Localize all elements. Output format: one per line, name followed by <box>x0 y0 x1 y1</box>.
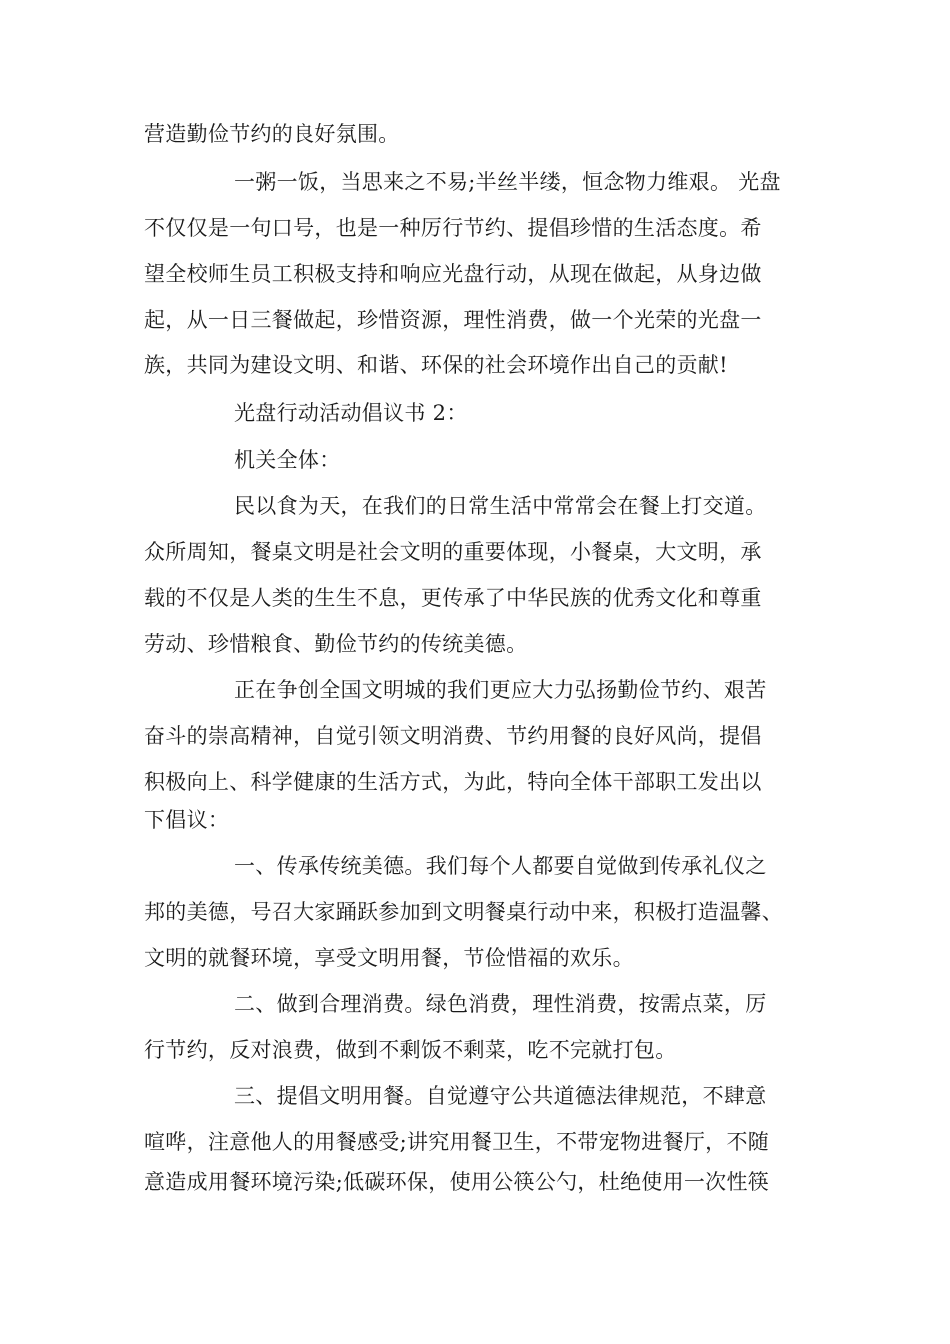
text-line: 喧哗，注意他人的用餐感受;讲究用餐卫生，不带宠物进餐厅，不随 <box>144 1130 770 1154</box>
text-line: 二、做到合理消费。绿色消费，理性消费，按需点菜，厉 <box>234 992 767 1016</box>
text-line: 族，共同为建设文明、和谐、环保的社会环境作出自己的贡献! <box>144 353 728 377</box>
text-line: 奋斗的崇高精神，自觉引领文明消费、节约用餐的良好风尚，提倡 <box>144 724 762 748</box>
text-line: 一粥一饭，当思来之不易;半丝半缕，恒念物力维艰。 光盘 <box>234 170 781 194</box>
text-line: 载的不仅是人类的生生不息，更传承了中华民族的优秀文化和尊重 <box>144 586 762 610</box>
text-line: 民以食为天，在我们的日常生活中常常会在餐上打交道。 <box>234 494 767 518</box>
text-line: 下倡议： <box>144 808 230 832</box>
text-line: 意造成用餐环境污染;低碳环保，使用公筷公勺，杜绝使用一次性筷 <box>144 1170 770 1194</box>
text-line: 一、传承传统美德。我们每个人都要自觉做到传承礼仪之 <box>234 854 767 878</box>
text-line: 望全校师生员工积极支持和响应光盘行动，从现在做起，从身边做 <box>144 262 762 286</box>
text-line: 劳动、珍惜粮食、勤俭节约的传统美德。 <box>144 632 528 656</box>
text-line: 邦的美德，号召大家踊跃参加到文明餐桌行动中来，积极打造温馨、 <box>144 900 783 924</box>
section-heading: 光盘行动活动倡议书 2： <box>234 401 468 425</box>
text-line: 三、提倡文明用餐。自觉遵守公共道德法律规范，不肆意 <box>234 1084 767 1108</box>
text-line: 正在争创全国文明城的我们更应大力弘扬勤俭节约、艰苦 <box>234 678 767 702</box>
text-line: 营造勤俭节约的良好氛围。 <box>144 122 400 146</box>
text-line: 众所周知，餐桌文明是社会文明的重要体现，小餐桌，大文明，承 <box>144 540 762 564</box>
salutation: 机关全体： <box>234 448 341 472</box>
text-line: 不仅仅是一句口号，也是一种厉行节约、提倡珍惜的生活态度。希 <box>144 216 762 240</box>
text-line: 起，从一日三餐做起，珍惜资源，理性消费，做一个光荣的光盘一 <box>144 308 762 332</box>
text-line: 文明的就餐环境，享受文明用餐，节俭惜福的欢乐。 <box>144 946 634 970</box>
text-line: 积极向上、科学健康的生活方式，为此，特向全体干部职工发出以 <box>144 770 762 794</box>
text-line: 行节约，反对浪费，做到不剩饭不剩菜，吃不完就打包。 <box>144 1038 677 1062</box>
